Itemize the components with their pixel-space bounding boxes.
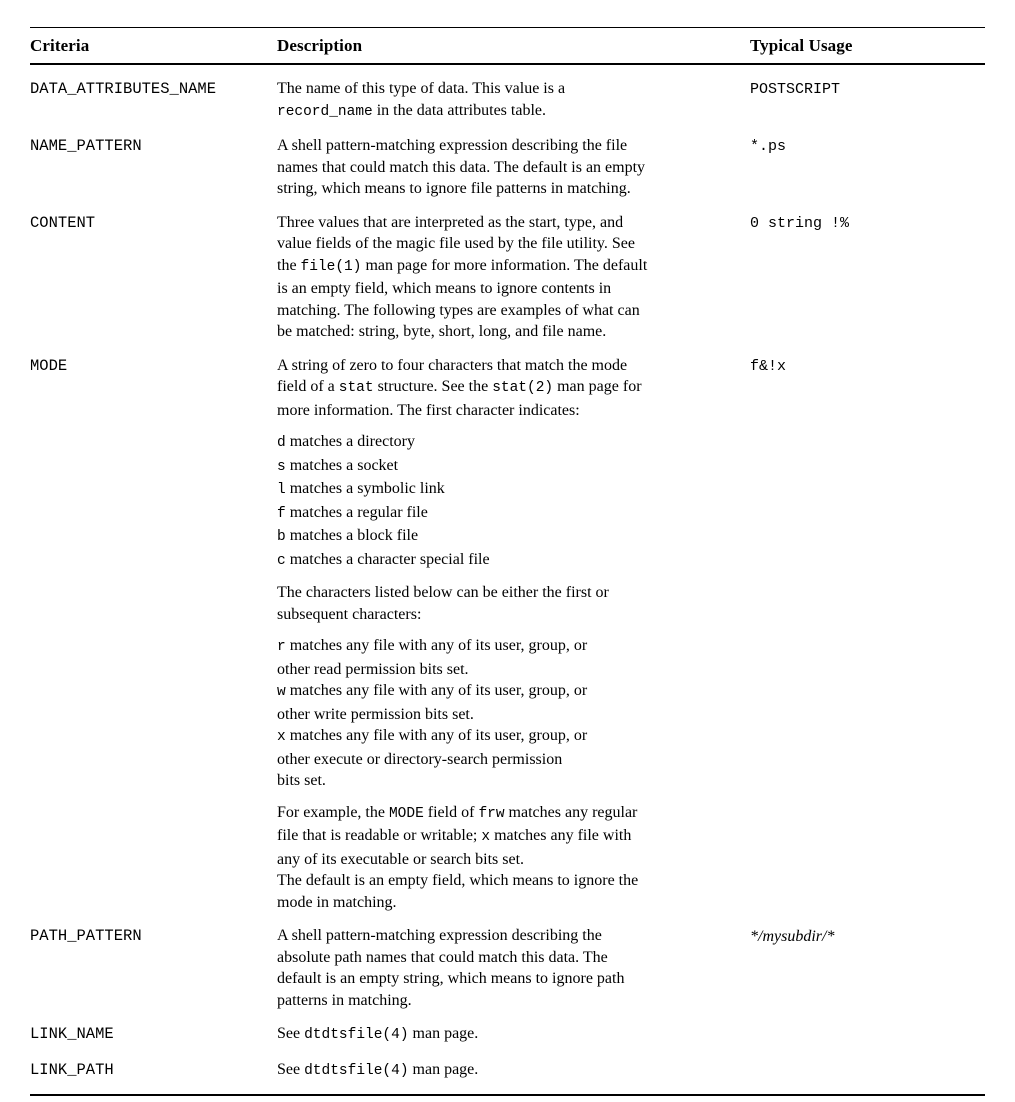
inline-text: For example, the [277, 803, 389, 821]
inline-text: patterns in matching. [277, 991, 412, 1009]
inline-text: the [277, 256, 301, 274]
table-body [30, 65, 985, 1082]
inline-text: matches a socket [285, 456, 399, 474]
inline-text: other execute or directory-search permission [277, 750, 563, 768]
description-block [277, 1059, 724, 1083]
table-row [30, 1023, 985, 1047]
usage-cell [750, 1059, 985, 1083]
inline-text: man page. [408, 1060, 479, 1078]
inline-code: l [277, 482, 286, 498]
description-block [277, 355, 724, 422]
inline-text: bits set. [277, 772, 326, 789]
description-block [277, 802, 724, 914]
inline-text: matches any file with any of its user, group, or [285, 682, 588, 699]
inline-text: matches a block file [285, 527, 419, 544]
description-cell [277, 78, 750, 123]
description-block [277, 78, 724, 123]
inline-code: r [277, 639, 286, 655]
table-row [30, 135, 985, 200]
inline-code: file(1) [300, 258, 362, 275]
usage-cell [750, 135, 985, 200]
description-block [277, 431, 724, 572]
inline-code: d [277, 435, 286, 451]
inline-text: string, which means to ignore file patterns in matching. [277, 180, 631, 197]
inline-text: man page for more information. The default [361, 256, 648, 274]
inline-text: matches a directory [285, 433, 415, 450]
inline-text: matches any file with any of its user, group, or [285, 727, 588, 744]
inline-text: value fields of the magic file used by the file utility. See [277, 235, 635, 252]
inline-text: matches any file with [490, 827, 632, 844]
inline-text: matching. The following types are examples of what can [277, 301, 640, 319]
inline-text: See [277, 1060, 305, 1078]
inline-code: MODE [388, 805, 424, 822]
inline-text: more information. The first character indicates: [277, 401, 580, 419]
inline-code: s [277, 458, 286, 475]
criteria-cell: LINK_NAME [30, 1025, 114, 1043]
criteria-cell: MODE [30, 356, 68, 375]
inline-code: stat(2) [492, 380, 554, 396]
inline-code: record_name [277, 103, 373, 120]
inline-text: A shell pattern-matching expression describing the [277, 927, 602, 944]
inline-text: in the data attributes table. [372, 101, 546, 119]
inline-text: mode in matching. [277, 893, 397, 911]
inline-text: matches a regular file [285, 503, 428, 521]
inline-text: file that is readable or writable; [277, 827, 482, 844]
criteria-cell: LINK_PATH [30, 1060, 114, 1079]
description-block [277, 925, 724, 1011]
bottom-margin [30, 1096, 985, 1102]
table-row [30, 1059, 985, 1083]
description-cell [277, 355, 750, 914]
inline-code: x [277, 729, 286, 745]
table-header-row [30, 28, 985, 63]
criteria-cell: CONTENT [30, 213, 96, 232]
description-cell [277, 212, 750, 343]
inline-text: man page for [553, 378, 642, 395]
inline-text: Three values that are interpreted as the start, type, and [277, 213, 624, 231]
inline-code: f [277, 505, 286, 522]
table-row [30, 212, 985, 343]
inline-text: be matched: string, byte, short, long, and file name. [277, 323, 607, 340]
inline-text: matches any regular [504, 803, 638, 821]
inline-text: matches a character special file [285, 550, 490, 568]
usage-value: f&!x [750, 357, 787, 375]
table-row [30, 78, 985, 123]
inline-code: x [481, 829, 491, 845]
inline-text: The name of this type of data. This value is a [277, 80, 566, 97]
usage-cell [750, 78, 985, 123]
inline-code: b [277, 529, 286, 545]
criteria-cell: NAME_PATTERN [30, 137, 142, 155]
inline-text: any of its executable or search bits set. [277, 850, 525, 868]
description-cell [277, 135, 750, 200]
description-cell [277, 1023, 750, 1047]
inline-text: The default is an empty field, which means to ignore the [277, 872, 639, 889]
inline-text: default is an empty string, which means to ignore path [277, 970, 625, 987]
description-cell [277, 925, 750, 1011]
usage-cell [750, 212, 985, 343]
inline-code: frw [478, 805, 505, 822]
inline-text: names that could match this data. The default is an empty [277, 158, 646, 176]
usage-value: */mysubdir/* [750, 928, 835, 945]
table-row [30, 355, 985, 914]
usage-value: *.ps [750, 138, 787, 155]
description-block [277, 582, 724, 625]
inline-text: matches any file with any of its user, group, or [285, 637, 588, 654]
inline-code: stat [338, 380, 374, 396]
inline-code: dtdtsfile(4) [304, 1027, 409, 1043]
usage-cell [750, 355, 985, 914]
inline-text: other write permission bits set. [277, 705, 474, 723]
description-block [277, 1023, 724, 1047]
usage-value: POSTSCRIPT [750, 81, 841, 98]
description-cell [277, 1059, 750, 1083]
header-criteria: Criteria [30, 36, 90, 55]
inline-text: subsequent characters: [277, 605, 422, 623]
criteria-cell: DATA_ATTRIBUTES_NAME [30, 80, 217, 98]
inline-text: absolute path names that could match this data. The [277, 948, 608, 966]
inline-text: The characters listed below can be either the first or [277, 584, 609, 601]
header-description: Description [277, 36, 363, 55]
criteria-cell: PATH_PATTERN [30, 927, 142, 945]
inline-code: w [277, 684, 286, 700]
table-row [30, 925, 985, 1011]
usage-value: 0 string !% [750, 214, 850, 232]
inline-text: field of a [277, 378, 339, 395]
usage-cell [750, 1023, 985, 1047]
inline-text: other read permission bits set. [277, 660, 469, 678]
header-typical-usage: Typical Usage [750, 36, 853, 55]
inline-code: dtdtsfile(4) [304, 1062, 409, 1079]
description-block [277, 135, 724, 200]
inline-text: man page. [408, 1025, 479, 1042]
description-block [277, 212, 724, 343]
inline-text: field of [423, 803, 479, 821]
description-block [277, 635, 724, 792]
inline-text: See [277, 1025, 305, 1042]
usage-cell [750, 925, 985, 1011]
inline-text: matches a symbolic link [285, 480, 445, 497]
inline-text: is an empty field, which means to ignore contents in [277, 280, 612, 297]
inline-text: structure. See the [373, 378, 493, 395]
inline-code: c [277, 552, 286, 569]
inline-text: A string of zero to four characters that match the mode [277, 356, 628, 374]
inline-text: A shell pattern-matching expression describing the file [277, 137, 628, 154]
